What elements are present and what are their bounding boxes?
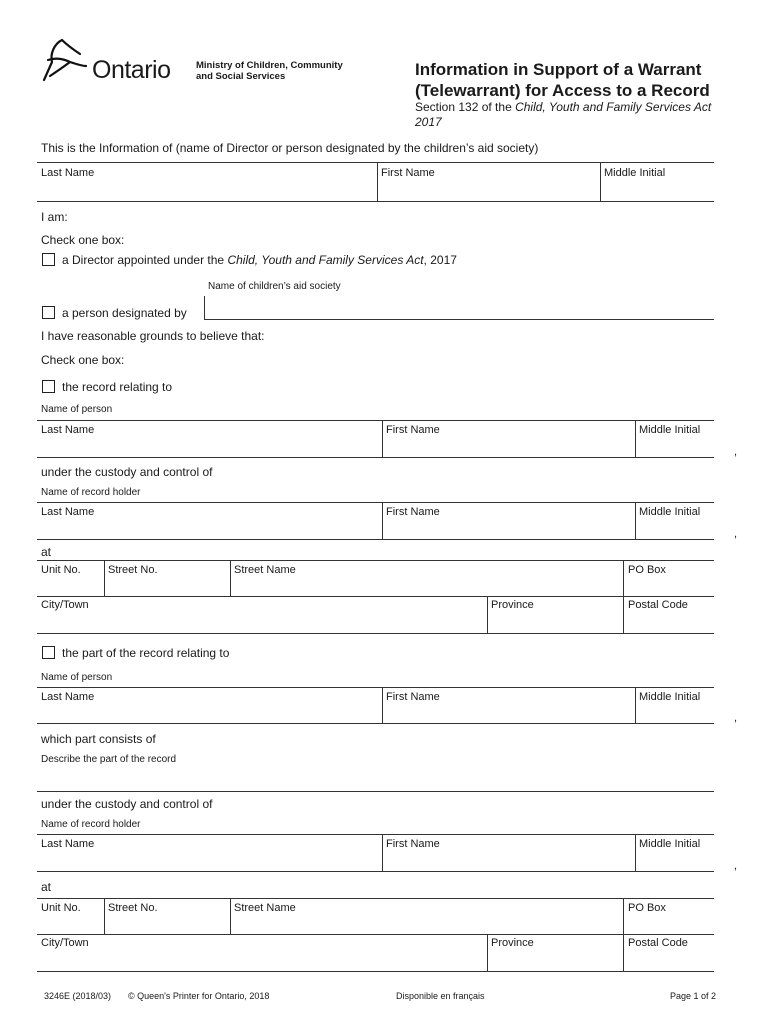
logo-wordmark: Ontario: [92, 56, 171, 84]
city-line-field-2[interactable]: [37, 971, 714, 972]
director-checkbox[interactable]: [42, 253, 55, 266]
province-label-2: Province: [491, 937, 534, 949]
holder-middle-initial-label: Middle Initial: [639, 506, 701, 518]
street-no-label: Street No.: [108, 564, 158, 576]
informant-name-field[interactable]: [37, 201, 714, 202]
ministry-name: Ministry of Children, Community and Social Services: [196, 60, 343, 82]
unit-no-label: Unit No.: [41, 564, 81, 576]
holder-last-name-label: Last Name: [41, 506, 95, 518]
person-name-field[interactable]: [37, 457, 714, 458]
province-label: Province: [491, 599, 534, 611]
po-box-label-2: PO Box: [628, 902, 666, 914]
informant-last-name-label: Last Name: [41, 167, 95, 179]
person-first-name-label-2: First Name: [386, 691, 440, 703]
person-first-name-label: First Name: [386, 424, 440, 436]
grounds-intro: I have reasonable grounds to believe that:: [41, 329, 265, 343]
street-name-label-2: Street Name: [234, 902, 296, 914]
city-label: City/Town: [41, 599, 89, 611]
record-relating-label: the record relating to: [62, 380, 173, 394]
unit-no-label-2: Unit No.: [41, 902, 81, 914]
custody-label-2: under the custody and control of: [41, 797, 213, 811]
custody-label: under the custody and control of: [41, 465, 213, 479]
trillium-icon: [40, 36, 92, 86]
person-last-name-label: Last Name: [41, 424, 95, 436]
describe-part-label: Describe the part of the record: [41, 754, 177, 765]
form-number: 3246E (2018/03): [44, 991, 112, 1001]
person-middle-initial-label: Middle Initial: [639, 424, 701, 436]
street-no-label-2: Street No.: [108, 902, 158, 914]
address-line-field-2[interactable]: [37, 934, 714, 935]
at-label-2: at: [41, 880, 52, 894]
cas-name-label: Name of children’s aid society: [208, 281, 341, 292]
postal-code-label-2: Postal Code: [628, 937, 688, 949]
record-holder-label-2: Name of record holder: [41, 819, 141, 830]
form-title: Information in Support of a Warrant (Telewarrant) for Access to a Record: [415, 60, 710, 100]
city-line-field[interactable]: [37, 633, 714, 634]
holder-name-field-2[interactable]: [37, 871, 714, 872]
form-subtitle: Section 132 of the Child, Youth and Family Services Act 2017: [415, 100, 712, 129]
i-am-label: I am:: [41, 210, 68, 224]
holder-name-field[interactable]: [37, 539, 714, 540]
director-option-label: a Director appointed under the Child, Youth and Family Services Act, 2017: [62, 253, 457, 267]
designated-checkbox[interactable]: [42, 306, 55, 319]
part-record-checkbox[interactable]: [42, 646, 55, 659]
person-middle-initial-label-2: Middle Initial: [639, 691, 701, 703]
page-number: Page 1 of 2: [670, 991, 717, 1001]
holder-first-name-label: First Name: [386, 506, 440, 518]
holder-first-name-label-2: First Name: [386, 838, 440, 850]
informant-intro: This is the Information of (name of Director or person designated by the children’s aid society): [41, 141, 539, 155]
grounds-check-one: Check one box:: [41, 353, 125, 367]
holder-middle-initial-label-2: Middle Initial: [639, 838, 701, 850]
copyright: © Queen's Printer for Ontario, 2018: [128, 991, 270, 1001]
designated-option-label: a person designated by: [62, 306, 187, 320]
ontario-logo: [40, 36, 190, 86]
address-line-field[interactable]: [37, 596, 714, 597]
at-label: at: [41, 545, 52, 559]
cas-name-field[interactable]: [204, 319, 714, 320]
postal-code-label: Postal Code: [628, 599, 688, 611]
part-record-label: the part of the record relating to: [62, 646, 230, 660]
describe-part-field[interactable]: [37, 791, 714, 792]
holder-last-name-label-2: Last Name: [41, 838, 95, 850]
check-one-label: Check one box:: [41, 233, 125, 247]
record-holder-label: Name of record holder: [41, 487, 141, 498]
informant-middle-initial-label: Middle Initial: [604, 167, 666, 179]
name-of-person-label-2: Name of person: [41, 672, 113, 683]
which-part-label: which part consists of: [41, 732, 156, 746]
record-relating-checkbox[interactable]: [42, 380, 55, 393]
name-of-person-label: Name of person: [41, 404, 113, 415]
person-last-name-label-2: Last Name: [41, 691, 95, 703]
city-label-2: City/Town: [41, 937, 89, 949]
street-name-label: Street Name: [234, 564, 296, 576]
person-name-field-2[interactable]: [37, 723, 714, 724]
po-box-label: PO Box: [628, 564, 666, 576]
informant-first-name-label: First Name: [381, 167, 435, 179]
french-availability: Disponible en français: [396, 991, 485, 1001]
